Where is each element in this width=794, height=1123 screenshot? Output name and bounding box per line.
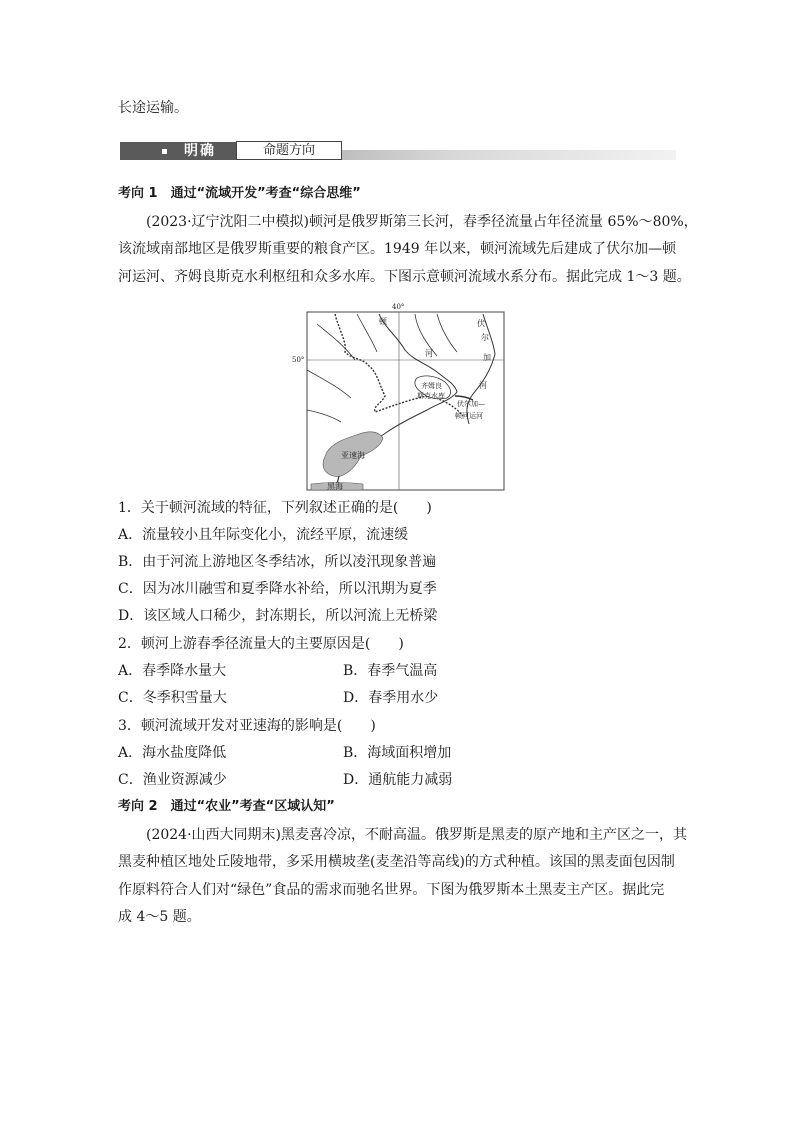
section-bar-dark [120,142,236,160]
question-1-stem: 1．关于顿河流域的特征，下列叙述正确的是( ) [118,500,432,516]
don-river-basin-map [287,300,507,492]
topic2-intro-line-2: 黑麦种植区地处丘陵地带，多采用横坡垄(麦垄沿等高线)的方式种植。该国的黑麦面包因制 [118,854,675,870]
question-3-option-c: C．渔业资源减少 [118,772,227,788]
topic1-intro-line-3: 河运河、齐姆良斯克水利枢纽和众多水库。下图示意顿河流域水系分布。据此完成 1～3 题。 [118,269,691,285]
question-3-option-a: A．海水盐度降低 [118,745,227,761]
section-box-label: 命题方向 [236,141,342,160]
question-1-option-d: D．该区域人口稀少，封冻期长，所以河流上无桥梁 [118,608,438,624]
topic2-heading: 考向 2 通过“农业”考查“区域认知” [118,799,335,814]
top-line: 长途运输。 [118,100,188,116]
map-label-qimu2: 斯克水库 [417,392,445,400]
question-3-option-b: B．海域面积增加 [343,745,452,761]
map-label-canal2: 顿河运河 [455,412,483,420]
question-3-option-d: D．通航能力减弱 [343,772,453,788]
topic2-intro-line-4: 成 4～5 题。 [118,909,201,925]
map-label-azov: 亚速海 [341,451,365,460]
map-label-jia: 加 [483,353,491,362]
lat-label-50: 50° [292,356,305,364]
map-label-he1: 河 [425,349,433,358]
map-label-dun: 顿 [379,317,387,326]
map-label-fu: 伏 [477,319,485,328]
question-1-option-a: A．流量较小且年际变化小，流经平原，流速缓 [118,527,409,543]
square-bullet-icon [162,149,167,154]
question-2-option-d: D．春季用水少 [343,690,439,706]
map-label-black: 黑海 [327,482,343,491]
topic2-intro-line-1: (2024·山西大同期末)黑麦喜冷凉，不耐高温。俄罗斯是黑麦的原产地和主产区之一，其 [146,827,688,843]
question-3-stem: 3．顿河流域开发对亚速海的影响是( ) [118,718,376,734]
topic1-heading: 考向 1 通过“流域开发”考查“综合思维” [118,186,361,201]
question-2-option-a: A．春季降水量大 [118,663,227,679]
lon-label-40: 40° [392,303,405,311]
map-label-canal1: 伏尔加— [457,400,485,408]
map-label-er: 尔 [481,333,489,342]
question-1-option-b: B．由于河流上游地区冬季结冰，所以凌汛现象普遍 [118,554,437,570]
map-label-he2: 河 [479,381,487,390]
topic2-intro-line-3: 作原料符合人们对“绿色”食品的需求而驰名世界。下图为俄罗斯本土黑麦主产区。据此完 [118,882,665,898]
question-2-option-b: B．春季气温高 [343,663,438,679]
section-dark-label: 明确 [184,143,216,159]
topic1-intro-line-1: (2023·辽宁沈阳二中模拟)顿河是俄罗斯第三长河，春季径流量占年径流量 65%～80%， [146,214,698,230]
topic1-intro-line-2: 该流域南部地区是俄罗斯重要的粮食产区。1949 年以来，顿河流域先后建成了伏尔加—顿 [118,241,677,257]
question-1-option-c: C．因为冰川融雪和夏季降水补给，所以汛期为夏季 [118,581,437,597]
map-label-qimu1: 齐姆良 [421,382,442,390]
question-2-option-c: C．冬季积雪量大 [118,690,227,706]
map-svg [287,300,507,492]
question-2-stem: 2．顿河上游春季径流量大的主要原因是( ) [118,636,404,652]
